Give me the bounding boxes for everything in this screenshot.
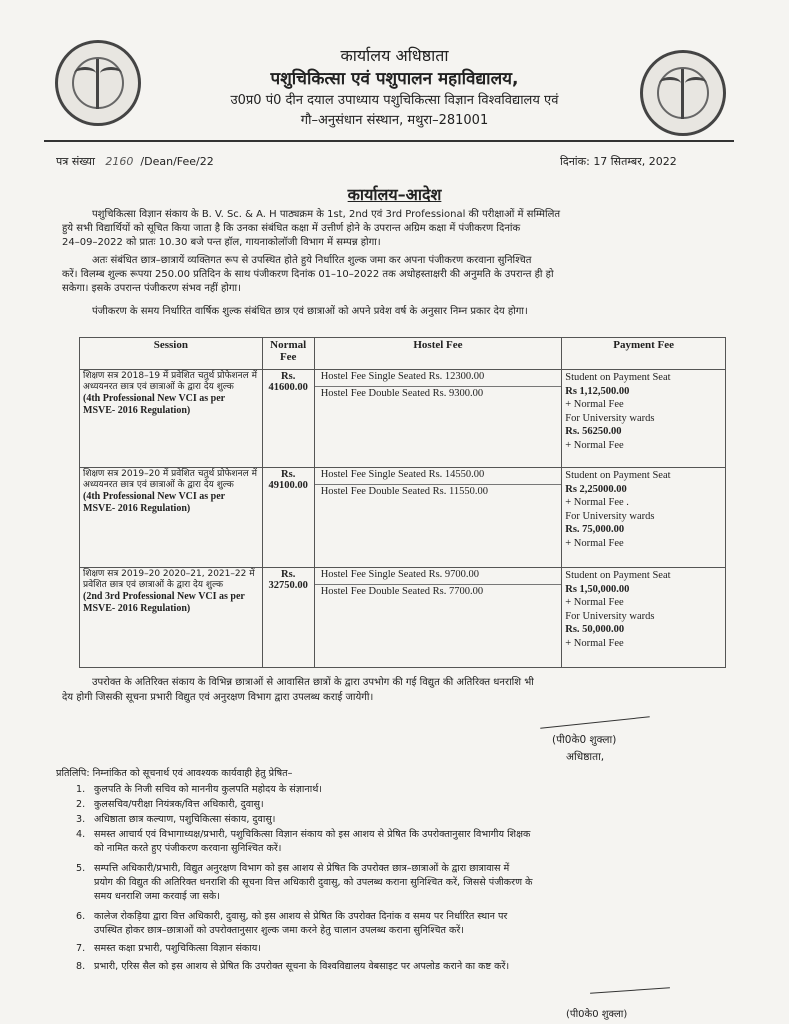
col-session: Session bbox=[80, 338, 263, 370]
list-item: 8. प्रभारी, एरिस सैल को इस आशय से प्रेषित कि उपरोक्त सूचना के विश्वविद्यालय वेबसाइट पर अपलोड कराने का कष्ट करें। bbox=[76, 961, 510, 972]
after-table-line2: देय होगी जिसकी सूचना प्रभारी विद्युत एवं अनुरक्षण विभाग द्वारा उपलब्ध कराई जायेगी। bbox=[62, 692, 374, 703]
normal-fee-cell: Rs. 32750.00 bbox=[262, 568, 314, 668]
payment-fee-cell: Student on Payment Seat Rs 1,12,500.00 + Normal Fee For University wards Rs. 56250.00 + Normal Fee bbox=[562, 370, 726, 468]
list-item: 6. कालेज रोकड़िया द्वारा वित्त अधिकारी, दुवासु, को इस आशय से प्रेषित कि उपरोक्त दिनांक व समय पर निर्धारित स्थान पर bbox=[76, 911, 508, 922]
header-divider bbox=[44, 140, 734, 142]
list-item: 4. समस्त आचार्य एवं विभागाध्यक्ष/प्रभारी, पशुचिकित्सा विज्ञान संकाय को इस आशय से प्रेषित कि उपरोक्तानुसार विभागीय शिक्षक bbox=[76, 829, 531, 840]
letter-number-value: 2160 bbox=[105, 155, 134, 168]
list-item: 5. सम्पत्ति अधिकारी/प्रभारी, विद्युत अनुरक्षण विभाग को इस आशय से प्रेषित कि उपरोक्त छात्र–छात्राओं के द्वारा छात्रावास में bbox=[76, 863, 510, 874]
letter-date bbox=[560, 154, 677, 169]
hostel-fee-cell bbox=[314, 370, 562, 468]
normal-fee-cell: Rs. 49100.00 bbox=[262, 468, 314, 568]
para1-line2: हुये सभी विद्यार्थियों को सूचित किया जाता है कि उनका संबंधित कक्षा में उत्तीर्ण होने के उपरान्त अग्रिम कक्षा में पंजीकरण दिनांक bbox=[62, 223, 521, 234]
fee-table bbox=[79, 337, 726, 668]
list-item-cont: को नामित करते हुए पंजीकरण करवाना सुनिश्चित करें। bbox=[94, 843, 282, 854]
letter-number bbox=[56, 154, 214, 169]
list-item: 2. कुलसचिव/परीक्षा नियंत्रक/वित्त अधिकारी, दुवासु। bbox=[76, 799, 264, 810]
after-table-line1: उपरोक्त के अतिरिक्त संकाय के विभिन्न छात्राओं से आवासित छात्रों के द्वारा उपभोग की गई विद्युत की अतिरिक्त धनराशि भी bbox=[92, 677, 534, 688]
table-row bbox=[80, 468, 726, 568]
hostel-double: Hostel Fee Double Seated Rs. 11550.00 bbox=[320, 486, 488, 497]
list-item-cont: प्रयोग की विद्युत की अतिरिक्त धनराशि की सूचना वित्त अधिकारी दुवासु, को उपलब्ध कराना सुनिश्चित करें, जिससे पंजीकरण के bbox=[94, 877, 533, 888]
table-row bbox=[80, 370, 726, 468]
signature-scribble bbox=[540, 716, 650, 728]
normal-fee-cell: Rs. 41600.00 bbox=[262, 370, 314, 468]
signatory-designation: अधिष्ठाता, bbox=[566, 751, 605, 763]
list-item: 3. अधिष्ठाता छात्र कल्याण, पशुचिकित्सा संकाय, दुवासु। bbox=[76, 814, 276, 825]
copy-intro: प्रतिलिपि: निम्नांकित को सूचनार्थ एवं आवश्यक कार्यवाही हेतु प्रेषित– bbox=[56, 768, 293, 779]
payment-fee-cell: Student on Payment Seat Rs 1,50,000.00 + Normal Fee For University wards Rs. 50,000.00 + Normal Fee bbox=[562, 568, 726, 668]
hostel-double: Hostel Fee Double Seated Rs. 9300.00 bbox=[320, 388, 484, 399]
table-header-row bbox=[80, 338, 726, 370]
order-title: कार्यालय–आदेश bbox=[347, 185, 442, 204]
para2-line2: करें। विलम्ब शुल्क रूपया 250.00 प्रतिदिन के साथ पंजीकरण दिनांक 01–10–2022 तक अधोहस्ताक्षरी की अनुमति के उपरान्त ही हो bbox=[62, 269, 554, 280]
list-item-cont: उपस्थित होकर छात्र–छात्राओं को उपरोक्तानुसार शुल्क जमा करने हेतु चालान उपलब्ध कराना सुनिश्चित करें। bbox=[94, 925, 464, 936]
letter-date-value: 17 सितम्बर, 2022 bbox=[593, 155, 677, 168]
hostel-double: Hostel Fee Double Seated Rs. 7700.00 bbox=[320, 586, 484, 597]
para1-line1: पशुचिकित्सा विज्ञान संकाय के B. V. Sc. & A. H पाठ्यक्रम के 1st, 2nd एवं 3rd Professional की परीक्षाओं में सम्मिलित bbox=[92, 209, 561, 220]
col-payment-fee: Payment Fee bbox=[562, 338, 726, 370]
signatory-name: (पी0के0 शुक्ला) bbox=[552, 734, 617, 746]
list-item: 7. समस्त कक्षा प्रभारी, पशुचिकित्सा विज्ञान संकाय। bbox=[76, 943, 261, 954]
session-cell: शिक्षण सत्र 2019–20 में प्रवेशित चतुर्थ प्रोफेशनल में अध्ययनरत छात्र एवं छात्राओं के द्वारा देय शुल्क (4th Professional New VCI as per MSVE- 2016 Regulation) bbox=[80, 468, 263, 568]
hostel-single: Hostel Fee Single Seated Rs. 14550.00 bbox=[315, 468, 562, 485]
header-address: गौ–अनुसंधान संस्थान, मथुरा–281001 bbox=[300, 113, 489, 128]
hostel-single: Hostel Fee Single Seated Rs. 9700.00 bbox=[315, 568, 562, 585]
letter-number-label: पत्र संख्या bbox=[56, 155, 95, 168]
footer-signatory: (पी0के0 शुक्ला) bbox=[566, 1009, 628, 1020]
table-row bbox=[80, 568, 726, 668]
hostel-fee-cell bbox=[314, 468, 562, 568]
hostel-single: Hostel Fee Single Seated Rs. 12300.00 bbox=[315, 370, 562, 387]
payment-fee-cell: Student on Payment Seat Rs 2,25000.00 + Normal Fee . For University wards Rs. 75,000.00 + Normal Fee bbox=[562, 468, 726, 568]
header-university: उ0प्र0 पं0 दीन दयाल उपाध्याय पशुचिकित्सा विज्ञान विश्वविद्यालय एवं bbox=[230, 93, 559, 108]
footer-signature-scribble bbox=[590, 987, 670, 994]
letter-date-label: दिनांक: bbox=[560, 155, 590, 168]
col-normal-fee: Normal Fee bbox=[262, 338, 314, 370]
letter-number-suffix: /Dean/Fee/22 bbox=[140, 155, 214, 168]
col-hostel-fee: Hostel Fee bbox=[314, 338, 562, 370]
hostel-fee-cell bbox=[314, 568, 562, 668]
header-college: पशुचिकित्सा एवं पशुपालन महाविद्यालय, bbox=[270, 69, 519, 89]
para2-line1: अतः संबंधित छात्र–छात्रायें व्यक्तिगत रूप से उपस्थित होते हुये निर्धारित शुल्क जमा कर अपना पंजीकरण करवाना सुनिश्चित bbox=[92, 255, 532, 266]
para1-line3: 24–09–2022 को प्रातः 10.30 बजे पन्त हॉल, गायनाकोलॉजी विभाग में सम्पन्न होगा। bbox=[62, 237, 381, 248]
para2-line3: सकेगा। इसके उपरान्त पंजीकरण संभव नहीं होगा। bbox=[62, 283, 241, 294]
session-cell: शिक्षण सत्र 2019–20 2020–21, 2021–22 में प्रवेशित छात्र एवं छात्राओं के द्वारा देय शुल्क (2nd 3rd Professional New VCI as per MSVE- 2016 Regulation) bbox=[80, 568, 263, 668]
para3: पंजीकरण के समय निर्धारित वार्षिक शुल्क संबंधित छात्र एवं छात्राओं को अपने प्रवेश वर्ष के अनुसार निम्न प्रकार देय होगा। bbox=[92, 306, 528, 317]
list-item-cont: समय धनराशि जमा करवाई जा सके। bbox=[94, 891, 220, 902]
list-item: 1. कुलपति के निजी सचिव को माननीय कुलपति महोदय के संज्ञानार्थ। bbox=[76, 784, 322, 795]
header-office: कार्यालय अधिष्ठाता bbox=[340, 46, 449, 65]
session-cell: शिक्षण सत्र 2018–19 में प्रवेशित चतुर्थ प्रोफेशनल में अध्ययनरत छात्र एवं छात्राओं के द्वारा देय शुल्क (4th Professional New VCI as per MSVE- 2016 Regulation) bbox=[80, 370, 263, 468]
